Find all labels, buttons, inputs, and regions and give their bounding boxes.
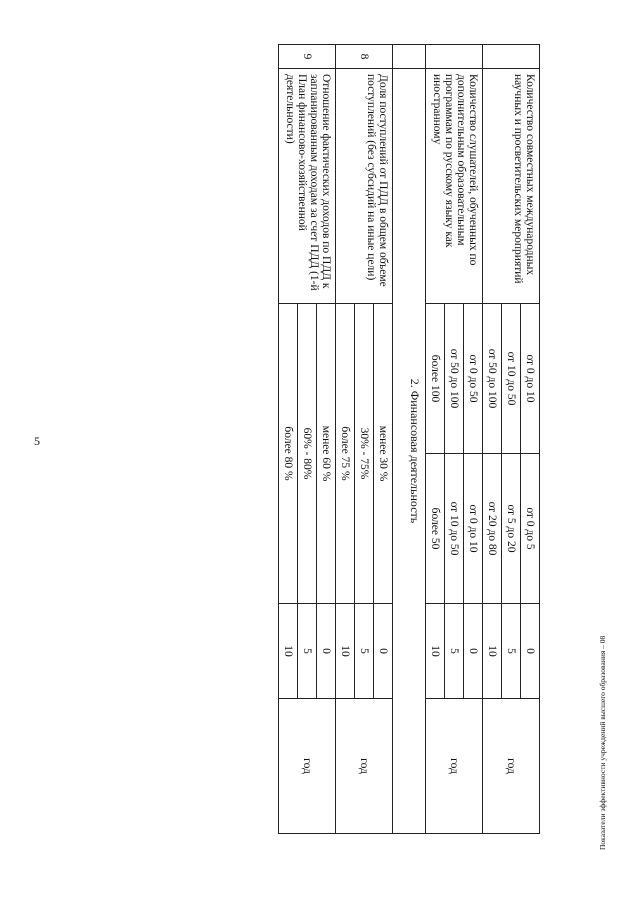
row-number: 8 [336,45,393,69]
indicator-name: Количество совместных международных научных и просветительских мероприятий [483,69,540,304]
period: год [279,699,336,834]
row-number [426,45,483,69]
indicators-table [278,44,540,834]
score: 10 [279,604,298,699]
period: год [336,699,393,834]
table-row [317,45,336,834]
page-footer: Показатели эффективности учреждений высшего образования – 08 [598,635,607,850]
score: 0 [374,604,393,699]
score: 10 [336,604,355,699]
table-row [464,45,483,834]
criterion: 60% - 80% [298,304,317,604]
row-number: 9 [279,45,336,69]
row-number [483,45,540,69]
section-title: 2. Финансовая деятельность [393,69,426,834]
criterion-1: от 0 до 50 [464,304,483,454]
table-row [521,45,540,834]
score: 0 [317,604,336,699]
criterion-1: от 50 до 100 [483,304,502,454]
criterion: более 80 % [279,304,298,604]
criterion-2: от 5 до 20 [502,454,521,604]
indicator-name: Доля поступлений от ПДД в общем объеме поступлений (без субсидий на иные цели) [336,69,393,304]
score: 5 [445,604,464,699]
score: 5 [502,604,521,699]
criterion-2: от 0 до 10 [464,454,483,604]
indicator-name: Количество слушателей, обученных по дополнительным образовательным программам по русскому языку как иностранному [426,69,483,304]
criterion: более 75 % [336,304,355,604]
criterion-2: от 20 до 80 [483,454,502,604]
criterion-1: от 0 до 10 [521,304,540,454]
criterion-2: от 10 до 50 [445,454,464,604]
criterion-2: от 0 до 5 [521,454,540,604]
indicator-name: Отношение фактических доходов по ПДД к запланированным доходам за счет ПДД (1-й План финансово-хозяйственной деятельности) [279,69,336,304]
criterion-2: более 50 [426,454,445,604]
score: 0 [521,604,540,699]
criterion: менее 30 % [374,304,393,604]
score: 5 [298,604,317,699]
score: 5 [355,604,374,699]
indicators-table-wrapper [78,44,540,834]
page-number: 5 [34,434,40,448]
criterion: 30% - 75% [355,304,374,604]
criterion: менее 60 % [317,304,336,604]
period: год [426,699,483,834]
criterion-1: от 50 до 100 [445,304,464,454]
section-row [393,45,426,834]
criterion-1: от 10 до 50 [502,304,521,454]
score: 10 [483,604,502,699]
table-row [374,45,393,834]
criterion-1: более 100 [426,304,445,454]
score: 0 [464,604,483,699]
score: 10 [426,604,445,699]
period: год [483,699,540,834]
